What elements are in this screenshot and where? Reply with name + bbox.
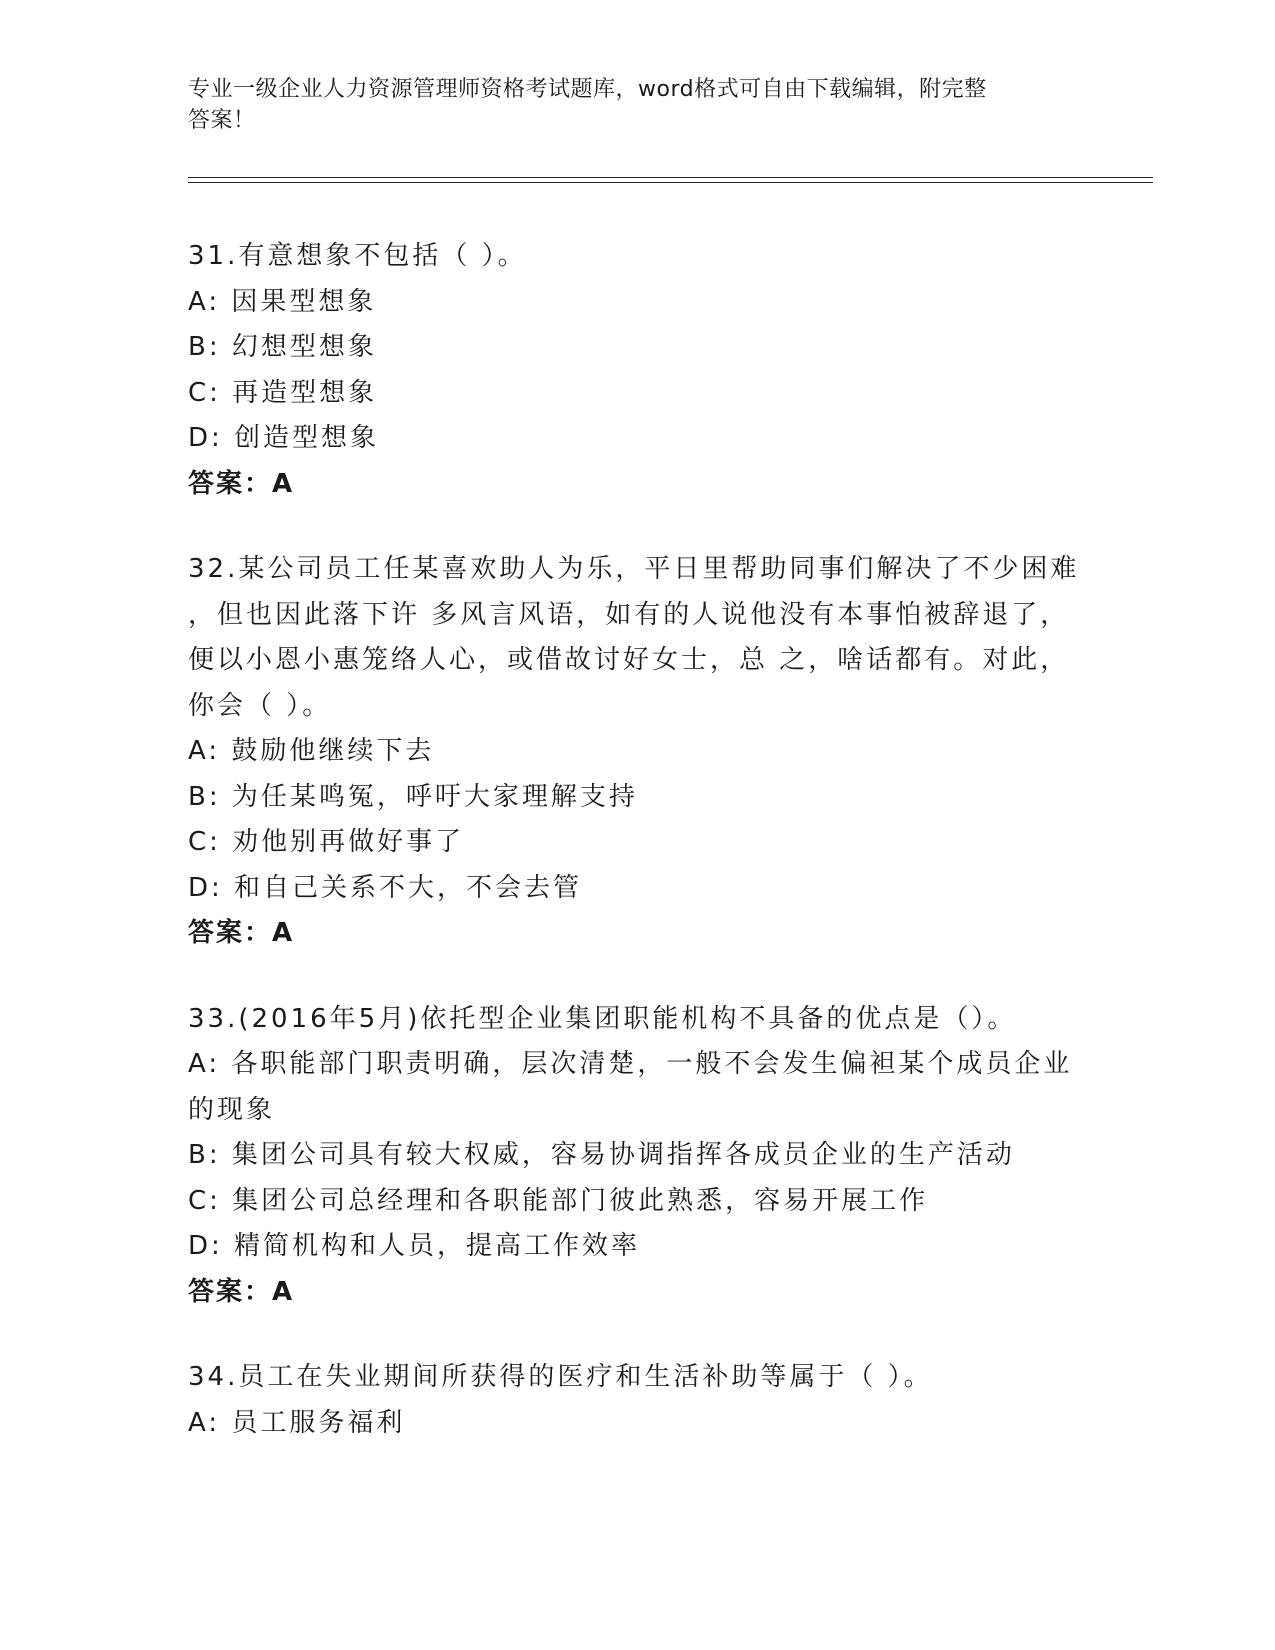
question-stem: 33.(2016年5月)依托型企业集团职能机构不具备的优点是（）。 — [188, 1003, 1017, 1034]
header-divider-top — [188, 177, 1153, 178]
question-32 — [188, 547, 1088, 957]
option-a: A: 鼓励他继续下去 — [188, 736, 435, 766]
question-stem: 32.某公司员工任某喜欢助人为乐，平日里帮助同事们解决了不少困难 — [188, 554, 1080, 584]
option-c: C: 集团公司总经理和各职能部门彼此熟悉，容易开展工作 — [188, 1185, 929, 1216]
header-title-line-1: 专业一级企业人力资源管理师资格考试题库，word格式可自由下载编辑，附完整 — [188, 77, 987, 102]
answer-label: 答案：A — [188, 468, 295, 499]
question-stem: 31.有意想象不包括（ ）。 — [188, 241, 527, 271]
option-b: B: 集团公司具有较大权威，容易协调指挥各成员企业的生产活动 — [188, 1140, 1015, 1170]
option-a-continued: 的现象 — [188, 1094, 276, 1125]
question-list — [188, 234, 1088, 1486]
document-header — [188, 74, 1068, 136]
option-b: B: 为任某鸣冤，呼吁大家理解支持 — [188, 781, 638, 812]
option-c: C: 再造型想象 — [188, 377, 378, 408]
answer-label: 答案：A — [188, 1276, 295, 1307]
option-d: D: 创造型想象 — [188, 423, 380, 453]
option-b: B: 幻想型想象 — [188, 332, 377, 362]
question-33 — [188, 997, 1088, 1316]
option-c: C: 劝他别再做好事了 — [188, 827, 465, 857]
question-stem: 34.员工在失业期间所获得的医疗和生活补助等属于（ ）。 — [188, 1362, 933, 1392]
question-stem: 你会（ ）。 — [188, 690, 332, 721]
question-31 — [188, 234, 1088, 507]
option-a: A: 各职能部门职责明确，层次清楚，一般不会发生偏袒某个成员企业 — [188, 1049, 1073, 1079]
option-d: D: 精简机构和人员，提高工作效率 — [188, 1231, 641, 1261]
question-34 — [188, 1355, 1088, 1446]
question-stem: 便以小恩小惠笼络人心，或借故讨好女士，总 之，啥话都有。对此， — [188, 645, 1070, 675]
answer-label: 答案：A — [188, 918, 295, 948]
option-d: D: 和自己关系不大，不会去管 — [188, 872, 583, 903]
option-a: A: 因果型想象 — [188, 286, 377, 317]
option-a: A: 员工服务福利 — [188, 1407, 406, 1438]
question-stem: ，但也因此落下许 多风言风语，如有的人说他没有本事怕被辞退了， — [188, 599, 1070, 630]
header-divider-bottom — [188, 182, 1153, 183]
header-title-line-2: 答案！ — [188, 108, 256, 133]
